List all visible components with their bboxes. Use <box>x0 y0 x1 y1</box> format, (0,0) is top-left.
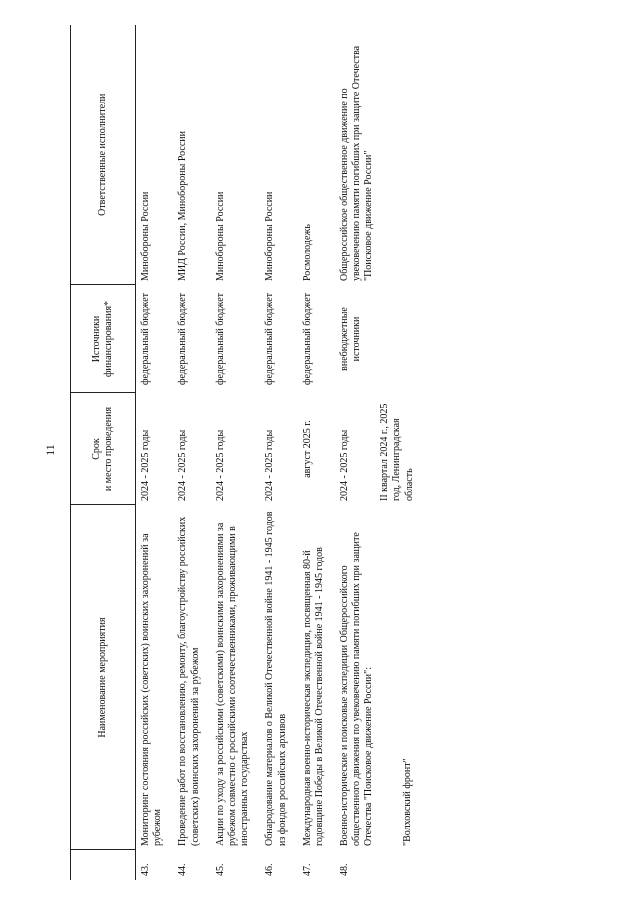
row-sub-name: "Волховский фронт" <box>401 758 413 846</box>
row-source: внебюджетные источники <box>339 307 363 371</box>
row-source: федеральный бюджет <box>214 292 226 386</box>
row-name: Проведение работ по восстановлению, ремонту, благоустройству российских (советских) воинских захоронений за рубежом <box>177 516 201 846</box>
table-row <box>173 25 210 880</box>
table-row <box>136 25 174 880</box>
table-row <box>211 25 261 880</box>
row-name: Мониторинг состояния российских (советских) воинских захоронений за рубежом <box>140 533 164 846</box>
row-source: федеральный бюджет <box>177 292 189 386</box>
row-name: Международная военно-историческая экспедиция, посвященная 80-й годовщине Победы в Великой Отечественной войне 1941 - 1945 годов <box>301 547 325 846</box>
header-period-text: Срок и место проведения <box>90 406 114 492</box>
row-name: Акции по уходу за российскими (советскими) воинскими захоронениями за рубежом совместно с российскими соотечественниками, проживающими в иностранных государствах <box>214 522 251 846</box>
row-responsible: МИД России, Минобороны России <box>177 131 189 281</box>
row-sub-period: II квартал 2024 г., 2025 год, Ленинградская область <box>379 403 415 501</box>
row-number: 46. <box>264 863 276 876</box>
page-number: 11 <box>43 444 57 456</box>
row-number: 47. <box>301 863 313 876</box>
row-responsible: Минобороны России <box>264 191 276 281</box>
header-name: Наименование мероприятия <box>71 505 136 850</box>
table-row <box>298 25 335 880</box>
row-period: 2024 - 2025 годы <box>264 429 276 501</box>
table-header-row <box>71 25 136 880</box>
row-responsible: Росмолодежь <box>301 224 313 281</box>
row-name: Военно-исторические и поисковые экспедиции Общероссийского общественного движения по увековечению памяти погибших при защите Отечества "Поисковое движение России": <box>339 532 375 846</box>
row-name: Обнародование материалов о Великой Отечественной войне 1941 - 1945 годов из фондов российских архивов <box>264 511 288 846</box>
header-number <box>71 850 136 880</box>
row-responsible: Минобороны России <box>214 191 226 281</box>
row-number: 43. <box>140 863 151 876</box>
row-period: 2024 - 2025 годы <box>214 429 226 501</box>
header-period <box>71 393 136 505</box>
row-name-cell <box>335 505 425 850</box>
events-table <box>70 25 425 880</box>
row-number: 44. <box>177 863 189 876</box>
header-responsible: Ответственные исполнители <box>71 25 136 285</box>
row-number: 45. <box>214 863 226 876</box>
table-row <box>260 25 297 880</box>
row-source: федеральный бюджет <box>140 292 151 386</box>
row-source: федеральный бюджет <box>301 292 313 386</box>
row-period: 2024 - 2025 годы <box>177 429 189 501</box>
rotated-table-container <box>70 25 610 880</box>
row-period: август 2025 г. <box>301 420 313 478</box>
row-responsible: Общероссийское общественное движение по увековечению памяти погибших при защите Отечества "Поисковое движение России" <box>339 45 375 281</box>
row-period: 2024 - 2025 годы <box>140 429 151 501</box>
row-period-cell <box>335 393 425 505</box>
table-row <box>335 25 425 880</box>
row-period: 2024 - 2025 годы <box>339 429 351 501</box>
header-source: Источники финансирования* <box>71 285 136 393</box>
row-number: 48. <box>339 863 351 876</box>
row-responsible: Минобороны России <box>140 191 151 281</box>
row-source: федеральный бюджет <box>264 292 276 386</box>
